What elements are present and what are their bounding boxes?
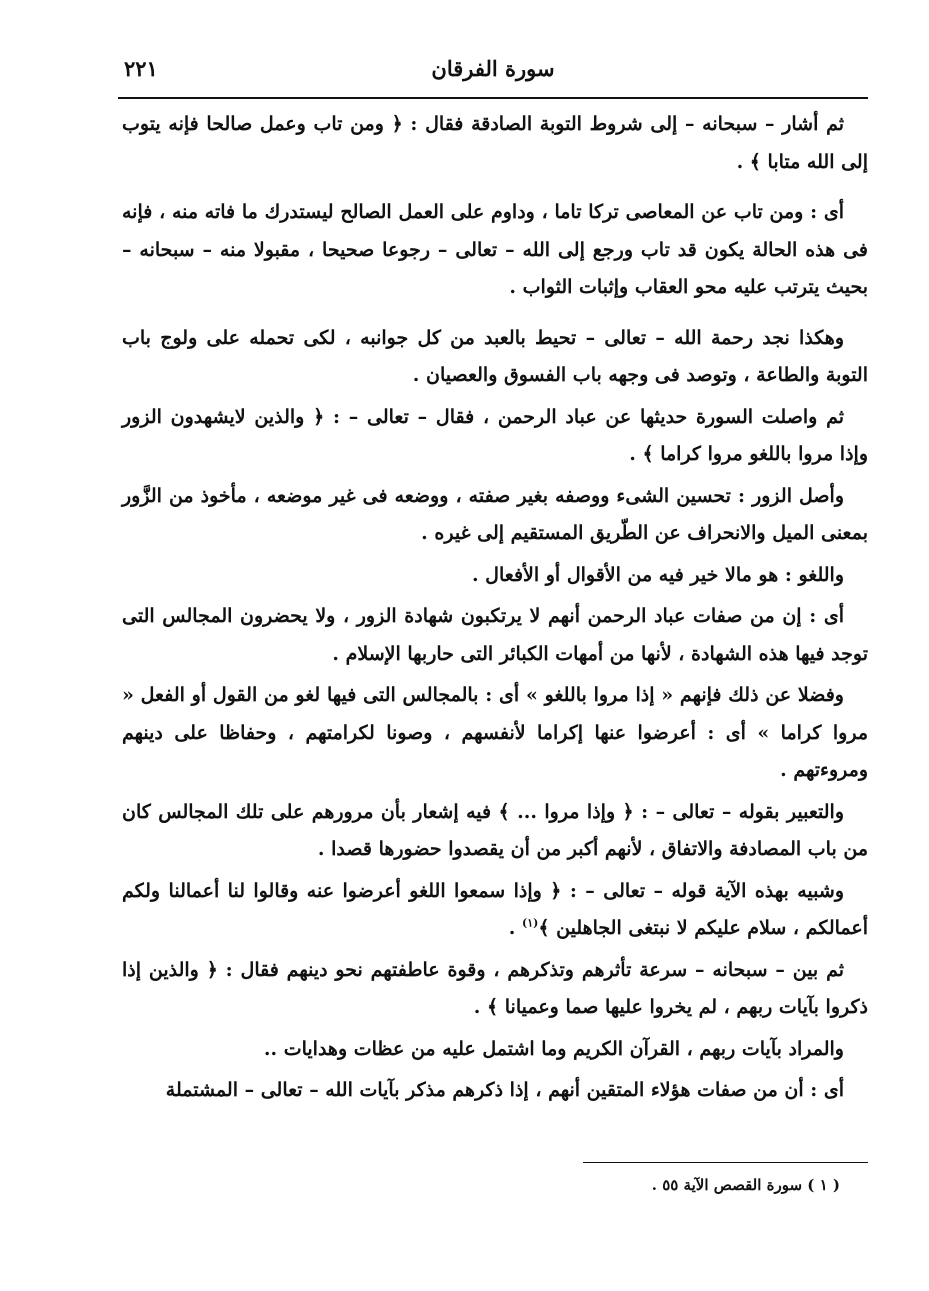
paragraph: والتعبير بقوله – تعالى – : ﴿ وإذا مروا ... ﴾ فيه إشعار بأن مرورهم على تلك المجالس كان من باب المصادفة والاتفاق ، لأنهم أكبر من أن يقصدوا حضورها قصدا .	[122, 800, 868, 860]
header-rule	[118, 97, 868, 99]
page-number: ٢٢١	[124, 56, 158, 81]
footnote-rule	[583, 1162, 868, 1163]
paragraph-with-footnote	[122, 873, 868, 948]
paragraph: وأصل الزور : تحسين الشىء ووصفه بغير صفته ، ووضعه فى غير موضعه ، مأخوذ من الزَّور بمعنى الميل والانحراف عن الطّريق المستقيم إلى غيره .	[122, 484, 868, 544]
footnote: ( ١ ) سورة القصص الآية ٥٥ .	[651, 1176, 840, 1194]
paragraph: ثم واصلت السورة حديثها عن عباد الرحمن ، فقال – تعالى – : ﴿ والذين لايشهدون الزور وإذا مروا باللغو مروا كراما ﴾ .	[122, 405, 868, 465]
body-text	[122, 106, 868, 1114]
page-title: سورة الفرقان	[431, 56, 555, 81]
paragraph: أى : ومن تاب عن المعاصى تركا تاما ، وداوم على العمل الصالح ليستدرك ما فاته منه ، فإنه فى هذه الحالة يكون قد تاب ورجع إلى الله – تعالى – رجوعا صحيحا ، مقبولا منه – سبحانه – بحيث يترتب عليه محو العقاب وإثبات الثواب .	[122, 201, 868, 298]
paragraph: ثم بين – سبحانه – سرعة تأثرهم وتذكرهم ، وقوة عاطفتهم نحو دينهم فقال : ﴿ والذين إذا ذكروا بآيات ربهم ، لم يخروا عليها صما وعميانا ﴾ .	[122, 958, 868, 1018]
paragraph: أى : أن من صفات هؤلاء المتقين أنهم ، إذا ذكرهم مذكر بآيات الله – تعالى – المشتملة	[165, 1079, 844, 1101]
paragraph: وفضلا عن ذلك فإنهم « إذا مروا باللغو » أى : بالمجالس التى فيها لغو من القول أو الفعل « مروا كراما » أى : أعرضوا عنها إكراما لأنفسهم ، وصونا لكرامتهم ، وحفاظا على دينهم ومروءتهم .	[122, 684, 868, 781]
paragraph: والمراد بآيات ربهم ، القرآن الكريم وما اشتمل عليه من عظات وهدايات ..	[263, 1037, 844, 1060]
paragraph-text: وشبيه بهذه الآية قوله – تعالى – : ﴿ وإذا سمعوا اللغو أعرضوا عنه وقالوا لنا أعمالنا ولكم أعمالكم ، سلام عليكم لا نبتغى الجاهلين ﴾	[122, 879, 868, 939]
paragraph: ثم أشار – سبحانه – إلى شروط التوبة الصادقة فقال : ﴿ ومن تاب وعمل صالحا فإنه يتوب إلى الله متابا ﴾ .	[122, 113, 868, 173]
paragraph: واللغو : هو مالا خير فيه من الأقوال أو الأفعال .	[471, 563, 844, 586]
footnote-reference[interactable]: (١)	[522, 916, 539, 930]
paragraph: وهكذا نجد رحمة الله – تعالى – تحيط بالعبد من كل جوانبه ، لكى تحمله على ولوج باب التوبة والطاعة ، وتوصد فى وجهه باب الفسوق والعصيان .	[122, 326, 868, 386]
paragraph: أى : إن من صفات عباد الرحمن أنهم لا يرتكبون شهادة الزور ، ولا يحضرون المجالس التى توجد فيها هذه الشهادة ، لأنها من أمهات الكبائر التى حاربها الإسلام .	[122, 605, 868, 665]
paragraph-tail: .	[508, 917, 523, 939]
page-header	[118, 52, 868, 92]
